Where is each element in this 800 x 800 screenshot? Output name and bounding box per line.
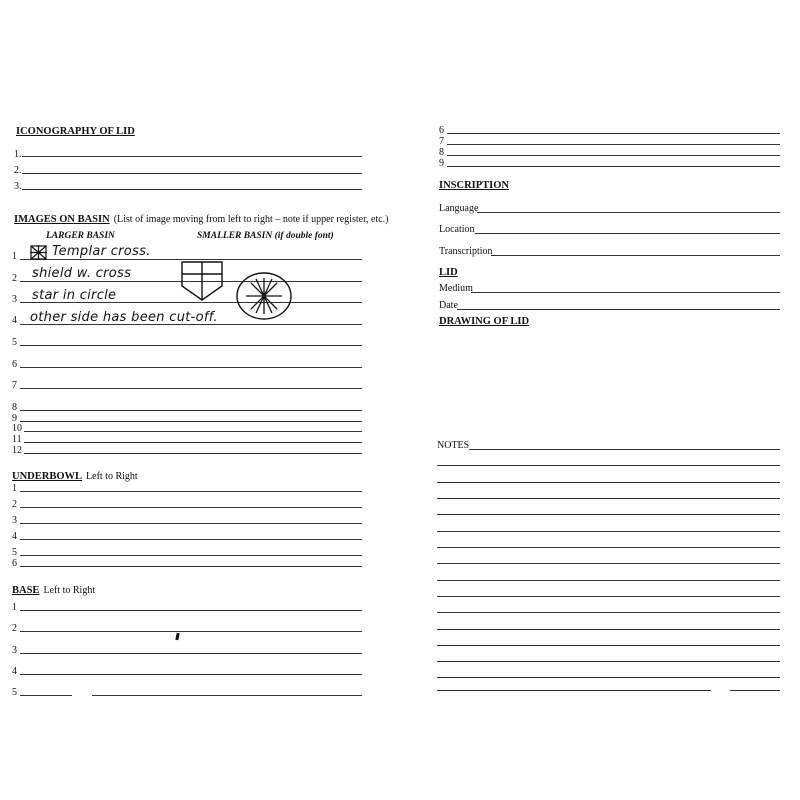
basin-row-number: 6	[12, 359, 17, 370]
base-row-line[interactable]	[20, 674, 362, 675]
continued-row-number: 8	[439, 147, 444, 158]
images-basin-heading: IMAGES ON BASIN	[14, 214, 110, 225]
lid-heading: LID	[439, 267, 458, 278]
underbowl-row-number: 4	[12, 531, 17, 542]
base-row-line[interactable]	[20, 653, 362, 654]
date-label: Date	[439, 300, 458, 311]
notes-line[interactable]	[437, 690, 711, 691]
basin-row-line[interactable]	[24, 431, 362, 432]
underbowl-row-number: 1	[12, 483, 17, 494]
underbowl-row-line[interactable]	[20, 555, 362, 556]
base-heading-row	[12, 580, 95, 598]
notes-line[interactable]	[437, 563, 780, 564]
underbowl-row-line[interactable]	[20, 507, 362, 508]
notes-line[interactable]	[437, 645, 780, 646]
notes-line[interactable]	[437, 596, 780, 597]
basin-row-number: 5	[12, 337, 17, 348]
handwritten-entry: shield w. cross	[32, 266, 132, 281]
underbowl-heading-row	[12, 466, 138, 484]
continued-row-line[interactable]	[447, 155, 780, 156]
basin-row-line[interactable]	[20, 421, 362, 422]
underbowl-row-line[interactable]	[20, 491, 362, 492]
smaller-basin-label: SMALLER BASIN (if double font)	[197, 231, 334, 241]
underbowl-row-number: 5	[12, 547, 17, 558]
basin-row-line[interactable]	[20, 367, 362, 368]
continued-row-line[interactable]	[447, 144, 780, 145]
medium-label: Medium	[439, 283, 473, 294]
location-label: Location	[439, 224, 475, 235]
iconography-row-line[interactable]	[22, 156, 362, 157]
notes-line[interactable]	[437, 482, 780, 483]
notes-line[interactable]	[437, 498, 780, 499]
underbowl-row-number: 3	[12, 515, 17, 526]
base-note: Left to Right	[43, 585, 96, 596]
underbowl-row-number: 2	[12, 499, 17, 510]
base-row-line[interactable]	[92, 695, 362, 696]
images-basin-heading-row	[14, 209, 389, 227]
underbowl-row-line[interactable]	[20, 523, 362, 524]
basin-row-number: 2	[12, 273, 17, 284]
continued-row-number: 9	[439, 158, 444, 169]
basin-row-line[interactable]	[20, 410, 362, 411]
larger-basin-label: LARGER BASIN	[46, 231, 115, 241]
iconography-row-line[interactable]	[22, 173, 362, 174]
underbowl-row-line[interactable]	[20, 566, 362, 567]
base-row-number: 3	[12, 645, 17, 656]
notes-line[interactable]	[437, 465, 780, 466]
basin-row-number: 4	[12, 315, 17, 326]
base-row-number: 4	[12, 666, 17, 677]
shield-sketch-icon	[180, 260, 226, 304]
ink-mark	[175, 633, 179, 640]
base-row-number: 1	[12, 602, 17, 613]
basin-row-number: 7	[12, 380, 17, 391]
handwritten-entry: star in circle	[32, 288, 117, 303]
notes-line[interactable]	[437, 612, 780, 613]
basin-row-line[interactable]	[24, 442, 362, 443]
notes-line[interactable]	[437, 531, 780, 532]
base-row-line[interactable]	[20, 695, 72, 696]
iconography-row-number: 1.	[14, 149, 22, 160]
handwritten-entry: Templar cross.	[52, 244, 151, 259]
language-field[interactable]	[477, 212, 780, 213]
basin-row-number: 12	[12, 445, 22, 456]
notes-line[interactable]	[437, 677, 780, 678]
underbowl-row-line[interactable]	[20, 539, 362, 540]
language-label: Language	[439, 203, 479, 214]
basin-row-line[interactable]	[20, 388, 362, 389]
templar-cross-sketch-icon	[30, 244, 48, 262]
notes-line[interactable]	[437, 514, 780, 515]
underbowl-row-number: 6	[12, 558, 17, 569]
continued-row-number: 7	[439, 136, 444, 147]
basin-row-number: 10	[12, 423, 22, 434]
basin-row-number: 8	[12, 402, 17, 413]
base-heading: BASE	[12, 585, 40, 596]
basin-row-line[interactable]	[20, 345, 362, 346]
base-row-number: 5	[12, 687, 17, 698]
iconography-heading: ICONOGRAPHY OF LID	[16, 126, 135, 137]
basin-row-number: 9	[12, 413, 17, 424]
basin-row-number: 11	[12, 434, 22, 445]
notes-line[interactable]	[730, 690, 780, 691]
basin-row-number: 3	[12, 294, 17, 305]
basin-row-line[interactable]	[24, 453, 362, 454]
drawing-of-lid-heading: DRAWING OF LID	[439, 316, 530, 327]
inscription-heading: INSCRIPTION	[439, 180, 510, 191]
base-row-line[interactable]	[20, 631, 362, 632]
continued-row-line[interactable]	[447, 133, 780, 134]
medium-field[interactable]	[471, 292, 780, 293]
underbowl-heading: UNDERBOWL	[12, 471, 83, 482]
notes-line[interactable]	[437, 629, 780, 630]
location-field[interactable]	[475, 233, 780, 234]
base-row-number: 2	[12, 623, 17, 634]
iconography-row-number: 3.	[14, 181, 22, 192]
continued-row-number: 6	[439, 125, 444, 136]
iconography-row-number: 2.	[14, 165, 22, 176]
notes-label: NOTES	[437, 440, 470, 451]
date-field[interactable]	[457, 309, 780, 310]
handwritten-entry: other side has been cut-off.	[30, 310, 218, 325]
transcription-label: Transcription	[439, 246, 493, 257]
transcription-field[interactable]	[491, 255, 780, 256]
drawing-area[interactable]	[439, 332, 779, 432]
notes-line[interactable]	[469, 449, 780, 450]
notes-line[interactable]	[437, 580, 780, 581]
iconography-row-line[interactable]	[22, 189, 362, 190]
notes-line[interactable]	[437, 547, 780, 548]
underbowl-note: Left to Right	[86, 471, 138, 482]
base-row-line[interactable]	[20, 610, 362, 611]
continued-row-line[interactable]	[447, 166, 780, 167]
star-in-circle-sketch-icon	[234, 270, 294, 322]
notes-line[interactable]	[437, 661, 780, 662]
basin-row-number: 1	[12, 251, 17, 262]
images-basin-note: (List of image moving from left to right – note if upper register, etc.)	[113, 214, 389, 225]
